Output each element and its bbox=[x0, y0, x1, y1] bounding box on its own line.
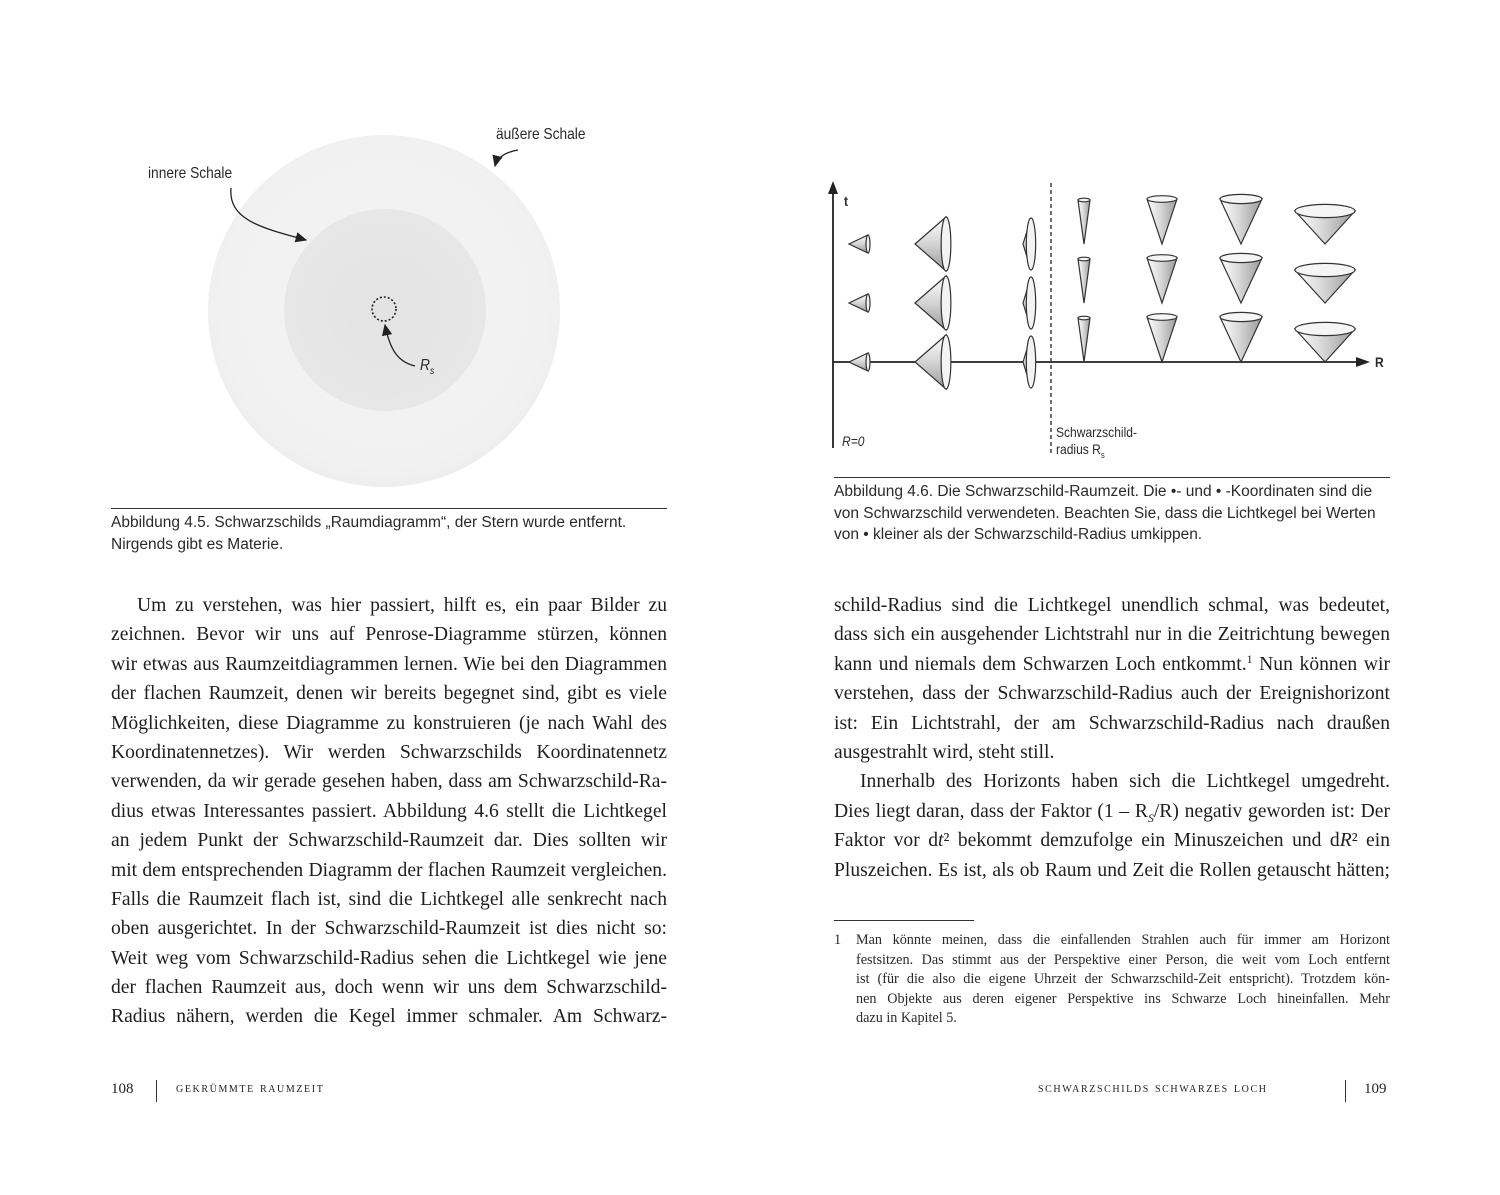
r-axis-label: R bbox=[1375, 354, 1384, 370]
tipped-light-cone bbox=[915, 335, 951, 389]
text-line: Koordinatennetzes). Wir werden Schwarzschilds Koordinatennetz bbox=[111, 741, 667, 763]
t-axis-label: t bbox=[844, 193, 849, 209]
upright-light-cone bbox=[1078, 316, 1090, 362]
text-line: Innerhalb des Horizonts haben sich die Lichtkegel umgedreht. bbox=[860, 771, 1390, 793]
tipped-light-cone bbox=[1023, 277, 1036, 329]
tipped-light-cone bbox=[915, 217, 951, 271]
text-line-part: Dies liegt daran, dass der Faktor (1 – R bbox=[834, 800, 1148, 822]
text-line-part: Faktor vor d bbox=[834, 830, 939, 852]
footer-divider bbox=[156, 1080, 157, 1102]
text-line: ist: Ein Lichtstrahl, der am Schwarzschild-Radius nach draußen bbox=[834, 712, 1390, 734]
inner-shell bbox=[284, 209, 486, 411]
text-line: schild-Radius sind die Lichtkegel unendlich schmal, was bedeutet, bbox=[834, 595, 1390, 616]
text-line: Pluszeichen. Es ist, als ob Raum und Zeit die Rollen getauscht hätten; bbox=[834, 859, 1390, 881]
text-line: ausgestrahlt wird, steht still. bbox=[834, 741, 1055, 763]
footnote-line: ist (für die also die eigene Uhrzeit der Schwarzschild-Zeit entspricht). Trotzdem kön- bbox=[856, 971, 1390, 988]
page-number: 109 bbox=[1364, 1081, 1387, 1097]
text-line: zeichnen. Bevor wir uns auf Penrose-Diagramme stürzen, können bbox=[111, 624, 667, 646]
footnote-rule bbox=[834, 920, 974, 921]
text-line: an jedem Punkt der Schwarzschild-Raumzeit dar. Dies sollten wir bbox=[111, 830, 667, 852]
sch-label-sub: s bbox=[1100, 449, 1105, 460]
sch-label-line1: Schwarzschild- bbox=[1056, 424, 1137, 440]
sch-label-line2-text: radius R bbox=[1056, 441, 1101, 457]
caption-rule bbox=[111, 508, 667, 509]
caption-line: Abbildung 4.6. Die Schwarzschild-Raumzeit. Die •- und • -Koordinaten sind die bbox=[834, 483, 1373, 500]
r-axis-arrowhead bbox=[1356, 357, 1370, 367]
upright-light-cone bbox=[1147, 255, 1177, 303]
text-line: der flachen Raumzeit, denen wir bereits begegnet sind, gibt es viele bbox=[111, 683, 667, 705]
text-line: der flachen Raumzeit aus, doch wenn wir uns dem Schwarzschild- bbox=[111, 977, 667, 999]
upright-light-cone bbox=[1220, 194, 1262, 244]
light-cone-figure bbox=[750, 0, 1500, 470]
text-line: dius etwas Interessantes passiert. Abbildung 4.6 stellt die Lichtkegel bbox=[111, 800, 667, 822]
text-line bbox=[834, 650, 1390, 679]
footnote-line: dazu in Kapitel 5. bbox=[856, 1010, 957, 1027]
upright-light-cone bbox=[1295, 322, 1355, 362]
text-line: Um zu verstehen, was hier passiert, hilft es, ein paar Bilder zu bbox=[137, 595, 667, 616]
caption-line: Nirgends gibt es Materie. bbox=[111, 535, 284, 553]
subscript-s: S bbox=[1147, 811, 1154, 825]
text-line: mit dem entsprechenden Diagramm der flachen Raumzeit vergleichen. bbox=[111, 859, 667, 881]
italic-t: t bbox=[938, 830, 944, 852]
footnote-number: 1 bbox=[834, 932, 842, 948]
text-line-part: ² bekommt demzufolge ein Minuszeichen und d bbox=[943, 830, 1340, 852]
text-line: Radius nähern, werden die Kegel immer schmaler. Am Schwarz- bbox=[111, 1006, 667, 1028]
italic-r: R bbox=[1339, 830, 1352, 852]
tipped-light-cone bbox=[849, 353, 870, 371]
text-line: Falls die Raumzeit flach ist, sind die Lichtkegel alle senkrecht nach bbox=[111, 888, 667, 910]
caption-line: Abbildung 4.5. Schwarzschilds „Raumdiagramm“, der Stern wurde entfernt. bbox=[111, 514, 627, 531]
outer-shell-label: äußere Schale bbox=[496, 126, 586, 143]
text-line: verstehen, dass der Schwarzschild-Radius auch der Ereignishorizont bbox=[834, 683, 1390, 705]
caption-rule bbox=[834, 477, 1390, 478]
figure-caption bbox=[834, 481, 1376, 546]
upright-light-cone bbox=[1295, 263, 1355, 303]
tipped-light-cone bbox=[915, 276, 951, 330]
text-line bbox=[834, 797, 1390, 826]
footnote-line: festsitzen. Das stimmt aus der Perspektive einer Person, die weit vom Loch entfernt bbox=[856, 951, 1390, 968]
footnote-line: Man könnte meinen, dass die einfallenden Strahlen auch für immer am Horizont bbox=[856, 932, 1390, 948]
upright-light-cone bbox=[1078, 198, 1090, 244]
upright-light-cone bbox=[1220, 312, 1262, 362]
text-line: Weit weg vom Schwarzschild-Radius sehen die Lichtkegel wie jene bbox=[111, 947, 667, 969]
text-line-part: kann und niemals dem Schwarzen Loch entkommt. bbox=[834, 653, 1247, 675]
body-text bbox=[111, 591, 667, 1032]
footnote-ref[interactable]: 1 bbox=[1246, 652, 1253, 666]
text-line: oben ausgerichtet. In der Schwarzschild-Raumzeit ist dies nicht so: bbox=[111, 918, 667, 940]
text-line-part: /R) negativ geworden ist: Der bbox=[1153, 800, 1390, 822]
rs-label-sub: s bbox=[429, 366, 435, 378]
schwarzschild-radius-label bbox=[1056, 424, 1137, 464]
upright-light-cone bbox=[1147, 314, 1177, 362]
caption-line: von • kleiner als der Schwarzschild-Radius umkippen. bbox=[834, 526, 1203, 543]
outer-shell-pointer bbox=[495, 150, 518, 166]
figure-caption bbox=[111, 512, 626, 555]
text-line-part: Nun können wir bbox=[1252, 653, 1390, 675]
tipped-light-cone bbox=[849, 294, 870, 312]
page-number: 108 bbox=[111, 1081, 134, 1097]
right-page bbox=[750, 0, 1500, 1195]
body-text bbox=[834, 591, 1390, 885]
text-line: Möglichkeiten, diese Diagramme zu konstruieren (je nach Wahl des bbox=[111, 712, 667, 734]
running-head: gekrümmte raumzeit bbox=[176, 1081, 325, 1096]
upright-light-cone bbox=[1220, 253, 1262, 303]
text-line: verwenden, da wir gerade gesehen haben, dass am Schwarzschild-Ra- bbox=[111, 771, 667, 793]
running-head: schwarzschilds schwarzes loch bbox=[1038, 1081, 1268, 1096]
upright-light-cone bbox=[1295, 204, 1355, 244]
shell-diagram-figure bbox=[0, 0, 750, 500]
footnote-line: nen Objekte aus deren eigener Perspektive ins Schwarze Loch hineinfallen. Mehr bbox=[856, 990, 1390, 1007]
inner-shell-label: innere Schale bbox=[148, 165, 233, 182]
rs-label-main: R bbox=[420, 357, 430, 374]
footer-divider bbox=[1345, 1080, 1346, 1102]
upright-light-cone bbox=[1078, 257, 1090, 303]
tipped-light-cone bbox=[1023, 218, 1036, 270]
footnote bbox=[834, 931, 1390, 1029]
upright-light-cone bbox=[1147, 196, 1177, 244]
text-line: wir etwas aus Raumzeitdiagrammen lernen. Wie bei den Diagrammen bbox=[111, 653, 667, 675]
tipped-light-cone bbox=[1023, 336, 1036, 388]
text-line bbox=[834, 826, 1390, 855]
t-axis-arrowhead bbox=[828, 181, 838, 194]
sch-label-line2 bbox=[1056, 441, 1137, 464]
text-line: dass sich ein ausgehender Lichtstrahl nur in die Zeitrichtung bewegen bbox=[834, 624, 1390, 646]
tipped-light-cone bbox=[849, 235, 870, 253]
text-line-part: ² ein bbox=[1351, 830, 1390, 852]
r-zero-label: R=0 bbox=[842, 433, 865, 449]
caption-line: von Schwarzschild verwendeten. Beachten Sie, dass die Lichtkegel bei Werten bbox=[834, 504, 1376, 522]
rs-label bbox=[420, 357, 434, 377]
